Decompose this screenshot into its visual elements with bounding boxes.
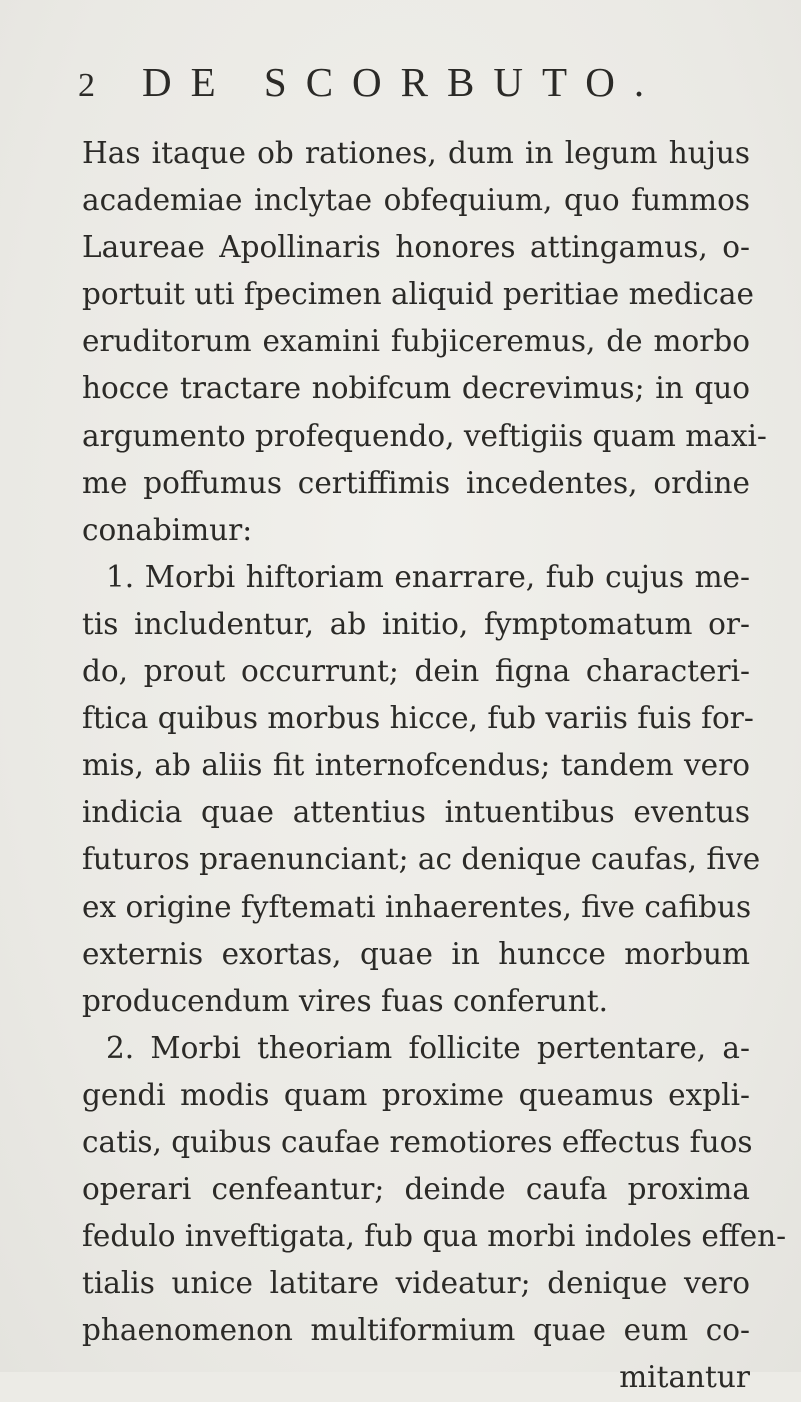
text-line: tis includentur, ab initio, fymptomatum or- [82,606,750,641]
text-line: argumento profequendo, veftigiis quam maxi- [82,418,767,453]
text-line: ex origine fyftemati inhaerentes, five cafibus [82,889,752,924]
text-line: academiae inclytae obfequium, quo fummos [82,183,750,218]
text-line: externis exortas, quae in huncce morbum [82,936,750,971]
text-line: 1. Morbi hiftoriam enarrare, fub cujus me- [106,559,750,594]
page-number: 2 [78,67,95,104]
text-line: ftica quibus morbus hicce, fub variis fuis for- [82,701,754,736]
text-line: producendum vires fuas conferunt. [82,983,609,1018]
text-line: mis, ab aliis fit internofcendus; tandem vero [82,748,750,783]
catchword: mitantur [619,1360,750,1395]
text-line: catis, quibus caufae remotiores effectus fuos [82,1124,753,1159]
text-line: tialis unice latitare videatur; denique vero [82,1266,750,1301]
body-text [82,130,787,1402]
text-line: portuit uti fpecimen aliquid peritiae medicae [82,277,754,312]
text-line: indicia quae attentius intuentibus eventus [82,795,750,830]
text-line: gendi modis quam proxime queamus expli- [82,1077,750,1112]
running-title: DE SCORBUTO. [142,59,664,105]
text-line: 2. Morbi theoriam follicite pertentare, a- [106,1030,750,1065]
text-line: operari cenfeantur; deinde caufa proxima [82,1172,750,1207]
page-header [78,58,663,108]
text-line: eruditorum examini fubjiceremus, de morbo [82,324,750,359]
text-line: conabimur: [82,512,253,547]
text-line: Has itaque ob rationes, dum in legum hujus [82,136,750,170]
text-line: do, prout occurrunt; dein figna characteri- [82,654,750,689]
text-line: futuros praenunciant; ac denique caufas, five [82,842,761,877]
text-line: fedulo inveftigata, fub qua morbi indoles effen- [82,1219,787,1254]
text-line: me poffumus certiffimis incedentes, ordine [82,465,750,500]
text-line: hocce tractare nobifcum decrevimus; in quo [82,371,750,406]
text-line: Laureae Apollinaris honores attingamus, o- [82,230,750,265]
text-line: phaenomenon multiformium quae eum co- [82,1313,750,1348]
